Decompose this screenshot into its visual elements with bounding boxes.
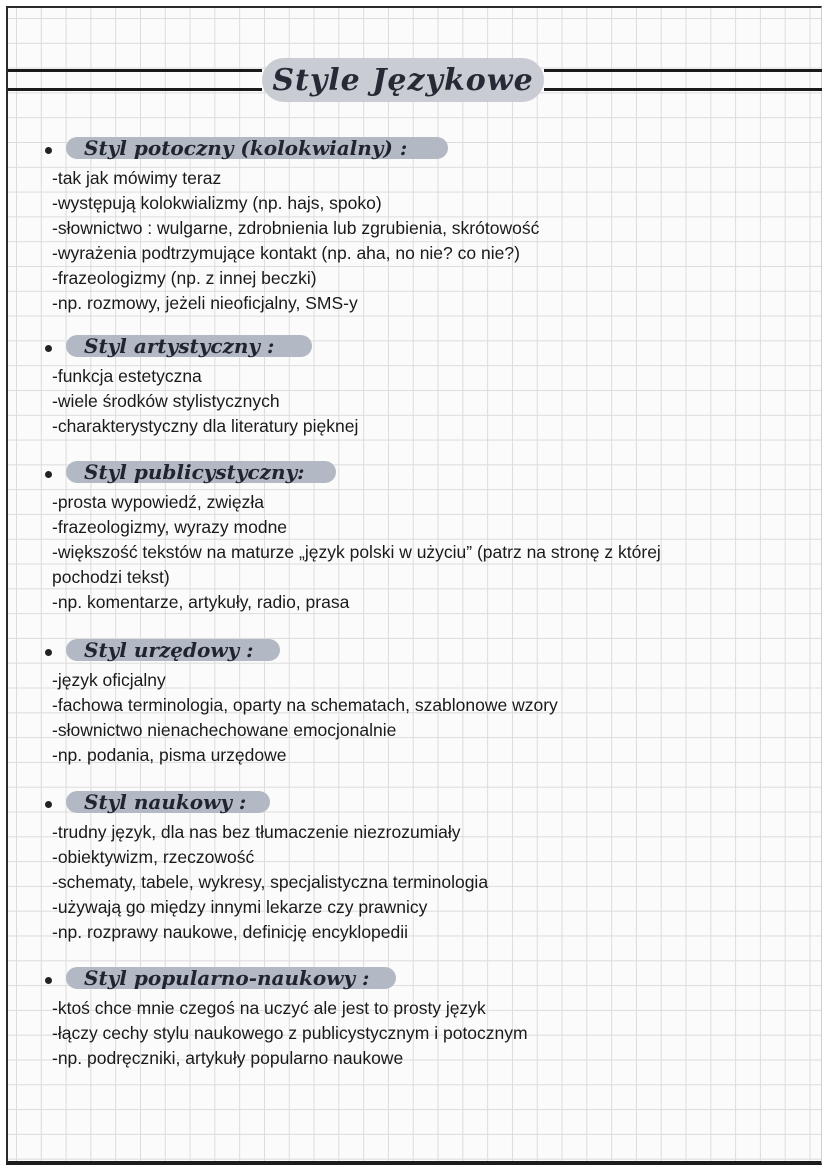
section-heading-row: [0, 136, 828, 164]
section-styl-popularno-naukowy: [0, 966, 828, 1071]
list-item: -np. rozprawy naukowe, definicję encyklopedii: [52, 922, 409, 942]
list-item: -ktoś chce mnie czegoś na uczyć ale jest to prosty język: [52, 998, 486, 1018]
list-item: -frazeologizmy, wyrazy modne: [52, 517, 288, 537]
list-item: -trudny język, dla nas bez tłumaczenie niezrozumiały: [52, 822, 461, 842]
list-item: -wiele środków stylistycznych: [52, 391, 280, 411]
section-heading: Styl urzędowy :: [84, 638, 254, 662]
section-heading: Styl naukowy :: [84, 790, 247, 814]
list-item: -np. podania, pisma urzędowe: [52, 745, 287, 765]
section-styl-naukowy: [0, 790, 828, 945]
list-item: -np. rozmowy, jeżeli nieoficjalny, SMS-y: [52, 293, 358, 313]
page-title: Style Językowe: [262, 58, 544, 102]
list-item: -np. podręczniki, artykuły popularno naukowe: [52, 1048, 404, 1068]
section-heading-row: [0, 790, 828, 818]
list-item: -używają go między innymi lekarze czy prawnicy: [52, 897, 428, 917]
title-rule-left-top: [8, 69, 262, 72]
list-item: -np. komentarze, artykuły, radio, prasa: [52, 592, 350, 612]
title-rule-right-top: [544, 69, 822, 72]
bullet-icon: [45, 649, 52, 656]
title-rule-left-bottom: [8, 88, 262, 91]
bullet-icon: [45, 471, 52, 478]
section-heading: Styl artystyczny :: [84, 334, 275, 358]
list-item: -słownictwo : wulgarne, zdrobnienia lub zgrubienia, skrótowość: [52, 218, 540, 238]
list-item: -tak jak mówimy teraz: [52, 168, 222, 188]
list-item: -występują kolokwializmy (np. hajs, spoko): [52, 193, 382, 213]
section-styl-publicystyczny: [0, 460, 828, 615]
list-item: -słownictwo nienachechowane emocjonalnie: [52, 720, 397, 740]
list-item: -wyrażenia podtrzymujące kontakt (np. aha, no nie? co nie?): [52, 243, 520, 263]
section-heading: Styl popularno-naukowy :: [84, 966, 370, 990]
section-heading-row: [0, 460, 828, 488]
section-styl-artystyczny: [0, 334, 828, 439]
bullet-icon: [45, 147, 52, 154]
list-item: -język oficjalny: [52, 670, 166, 690]
list-item: -schematy, tabele, wykresy, specjalistyczna terminologia: [52, 872, 489, 892]
list-item: -fachowa terminologia, oparty na schematach, szablonowe wzory: [52, 695, 558, 715]
bullet-icon: [45, 801, 52, 808]
section-lines: [0, 668, 828, 768]
section-lines: [0, 996, 828, 1071]
list-item: -prosta wypowiedź, zwięzła: [52, 492, 265, 512]
section-styl-urzedowy: [0, 638, 828, 768]
bullet-icon: [45, 345, 52, 352]
section-lines: [0, 166, 828, 316]
list-item: -funkcja estetyczna: [52, 366, 202, 386]
list-item: -frazeologizmy (np. z innej beczki): [52, 268, 317, 288]
list-item: -charakterystyczny dla literatury pięknej: [52, 416, 359, 436]
section-heading-row: [0, 638, 828, 666]
section-lines: [0, 820, 828, 945]
bullet-icon: [45, 977, 52, 984]
section-heading: Styl potoczny (kolokwialny) :: [84, 136, 408, 160]
list-item: -obiektywizm, rzeczowość: [52, 847, 255, 867]
list-item: -większość tekstów na maturze „język polski w użyciu” (patrz na stronę z której: [52, 542, 661, 562]
list-item: -łączy cechy stylu naukowego z publicystycznym i potocznym: [52, 1023, 528, 1043]
section-styl-potoczny: [0, 136, 828, 316]
section-heading-row: [0, 966, 828, 994]
list-item: pochodzi tekst): [52, 567, 170, 587]
section-lines: [0, 490, 828, 615]
section-lines: [0, 364, 828, 439]
section-heading: Styl publicystyczny:: [84, 460, 305, 484]
title-rule-right-bottom: [544, 88, 822, 91]
section-heading-row: [0, 334, 828, 362]
